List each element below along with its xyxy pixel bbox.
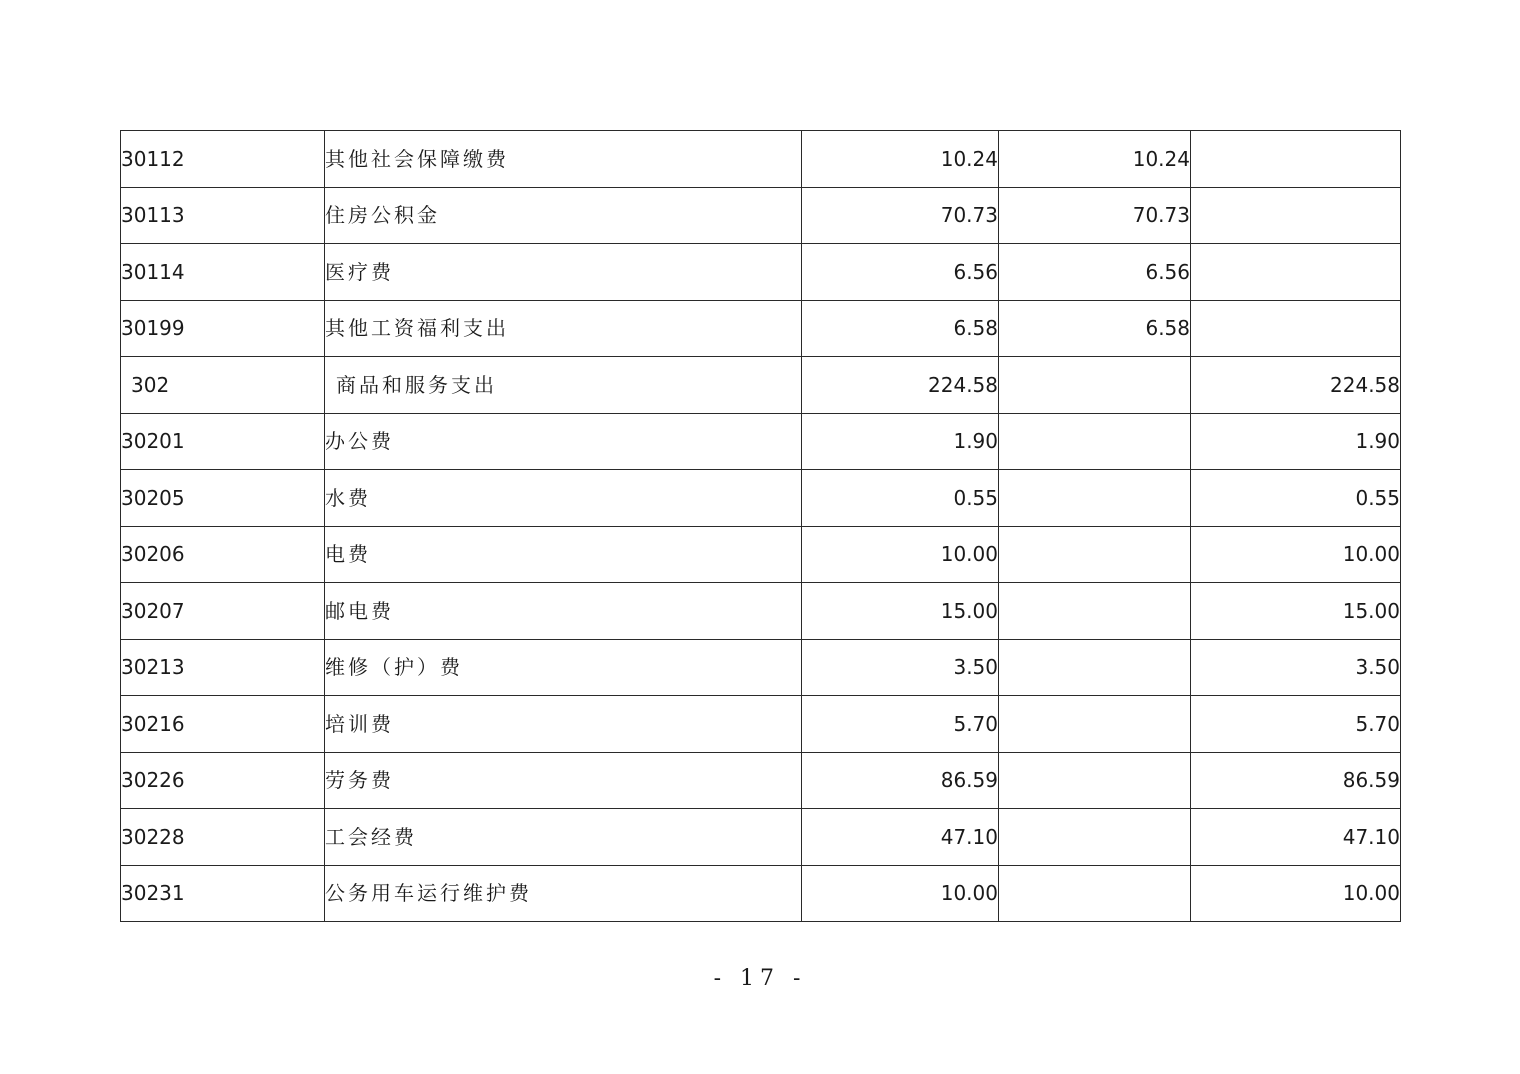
basic-expenditure-cell: 10.24 bbox=[999, 131, 1191, 188]
basic-expenditure-cell bbox=[999, 865, 1191, 922]
item-name-cell: 住房公积金 bbox=[325, 187, 802, 244]
item-name-cell: 维修（护）费 bbox=[325, 639, 802, 696]
basic-expenditure-cell bbox=[999, 639, 1191, 696]
total-amount-cell: 224.58 bbox=[802, 357, 999, 414]
economic-code-cell: 30199 bbox=[121, 300, 325, 357]
economic-code-cell: 30228 bbox=[121, 809, 325, 866]
economic-code-cell: 30231 bbox=[121, 865, 325, 922]
economic-code-cell: 30113 bbox=[121, 187, 325, 244]
project-expenditure-cell bbox=[1191, 300, 1401, 357]
economic-code-cell: 30206 bbox=[121, 526, 325, 583]
project-expenditure-cell bbox=[1191, 244, 1401, 301]
table-row bbox=[121, 413, 1401, 470]
total-amount-cell: 15.00 bbox=[802, 583, 999, 640]
item-name-cell: 办公费 bbox=[325, 413, 802, 470]
project-expenditure-cell: 15.00 bbox=[1191, 583, 1401, 640]
total-amount-cell: 6.56 bbox=[802, 244, 999, 301]
economic-code-cell: 30226 bbox=[121, 752, 325, 809]
item-name-cell: 公务用车运行维护费 bbox=[325, 865, 802, 922]
total-amount-cell: 6.58 bbox=[802, 300, 999, 357]
total-amount-cell: 47.10 bbox=[802, 809, 999, 866]
economic-code-cell: 30114 bbox=[121, 244, 325, 301]
item-name-cell: 其他社会保障缴费 bbox=[325, 131, 802, 188]
basic-expenditure-cell bbox=[999, 357, 1191, 414]
total-amount-cell: 86.59 bbox=[802, 752, 999, 809]
economic-code-cell: 30207 bbox=[121, 583, 325, 640]
table-row bbox=[121, 526, 1401, 583]
project-expenditure-cell bbox=[1191, 131, 1401, 188]
project-expenditure-cell: 47.10 bbox=[1191, 809, 1401, 866]
table-row bbox=[121, 187, 1401, 244]
basic-expenditure-cell bbox=[999, 413, 1191, 470]
project-expenditure-cell: 10.00 bbox=[1191, 526, 1401, 583]
basic-expenditure-cell: 6.56 bbox=[999, 244, 1191, 301]
item-name-cell: 电费 bbox=[325, 526, 802, 583]
basic-expenditure-cell bbox=[999, 752, 1191, 809]
project-expenditure-cell: 86.59 bbox=[1191, 752, 1401, 809]
project-expenditure-cell: 3.50 bbox=[1191, 639, 1401, 696]
table-row bbox=[121, 583, 1401, 640]
basic-expenditure-cell bbox=[999, 526, 1191, 583]
project-expenditure-cell: 5.70 bbox=[1191, 696, 1401, 753]
table-row bbox=[121, 639, 1401, 696]
table-row bbox=[121, 752, 1401, 809]
basic-expenditure-cell: 70.73 bbox=[999, 187, 1191, 244]
basic-expenditure-cell bbox=[999, 470, 1191, 527]
project-expenditure-cell: 1.90 bbox=[1191, 413, 1401, 470]
project-expenditure-cell bbox=[1191, 187, 1401, 244]
expenditure-table bbox=[120, 130, 1401, 922]
project-expenditure-cell: 10.00 bbox=[1191, 865, 1401, 922]
table-row bbox=[121, 470, 1401, 527]
item-name-cell: 培训费 bbox=[325, 696, 802, 753]
table-row bbox=[121, 131, 1401, 188]
economic-code-cell: 30205 bbox=[121, 470, 325, 527]
economic-code-cell: 30216 bbox=[121, 696, 325, 753]
total-amount-cell: 5.70 bbox=[802, 696, 999, 753]
basic-expenditure-cell bbox=[999, 809, 1191, 866]
item-name-cell: 水费 bbox=[325, 470, 802, 527]
table-row bbox=[121, 696, 1401, 753]
total-amount-cell: 10.24 bbox=[802, 131, 999, 188]
table-row bbox=[121, 244, 1401, 301]
item-name-cell: 医疗费 bbox=[325, 244, 802, 301]
item-name-cell: 劳务费 bbox=[325, 752, 802, 809]
project-expenditure-cell: 0.55 bbox=[1191, 470, 1401, 527]
total-amount-cell: 0.55 bbox=[802, 470, 999, 527]
basic-expenditure-cell bbox=[999, 696, 1191, 753]
total-amount-cell: 3.50 bbox=[802, 639, 999, 696]
total-amount-cell: 10.00 bbox=[802, 865, 999, 922]
economic-code-cell: 30201 bbox=[121, 413, 325, 470]
economic-code-cell: 30213 bbox=[121, 639, 325, 696]
basic-expenditure-cell bbox=[999, 583, 1191, 640]
project-expenditure-cell: 224.58 bbox=[1191, 357, 1401, 414]
item-name-cell: 邮电费 bbox=[325, 583, 802, 640]
table-row bbox=[121, 865, 1401, 922]
total-amount-cell: 10.00 bbox=[802, 526, 999, 583]
total-amount-cell: 70.73 bbox=[802, 187, 999, 244]
table-row bbox=[121, 809, 1401, 866]
economic-code-cell: 30112 bbox=[121, 131, 325, 188]
item-name-cell: 其他工资福利支出 bbox=[325, 300, 802, 357]
economic-code-cell: 302 bbox=[121, 357, 325, 414]
table-row-category bbox=[121, 357, 1401, 414]
item-name-cell: 工会经费 bbox=[325, 809, 802, 866]
total-amount-cell: 1.90 bbox=[802, 413, 999, 470]
page-number: - 17 - bbox=[713, 966, 807, 991]
basic-expenditure-cell: 6.58 bbox=[999, 300, 1191, 357]
table-row bbox=[121, 300, 1401, 357]
item-name-cell: 商品和服务支出 bbox=[325, 357, 802, 414]
